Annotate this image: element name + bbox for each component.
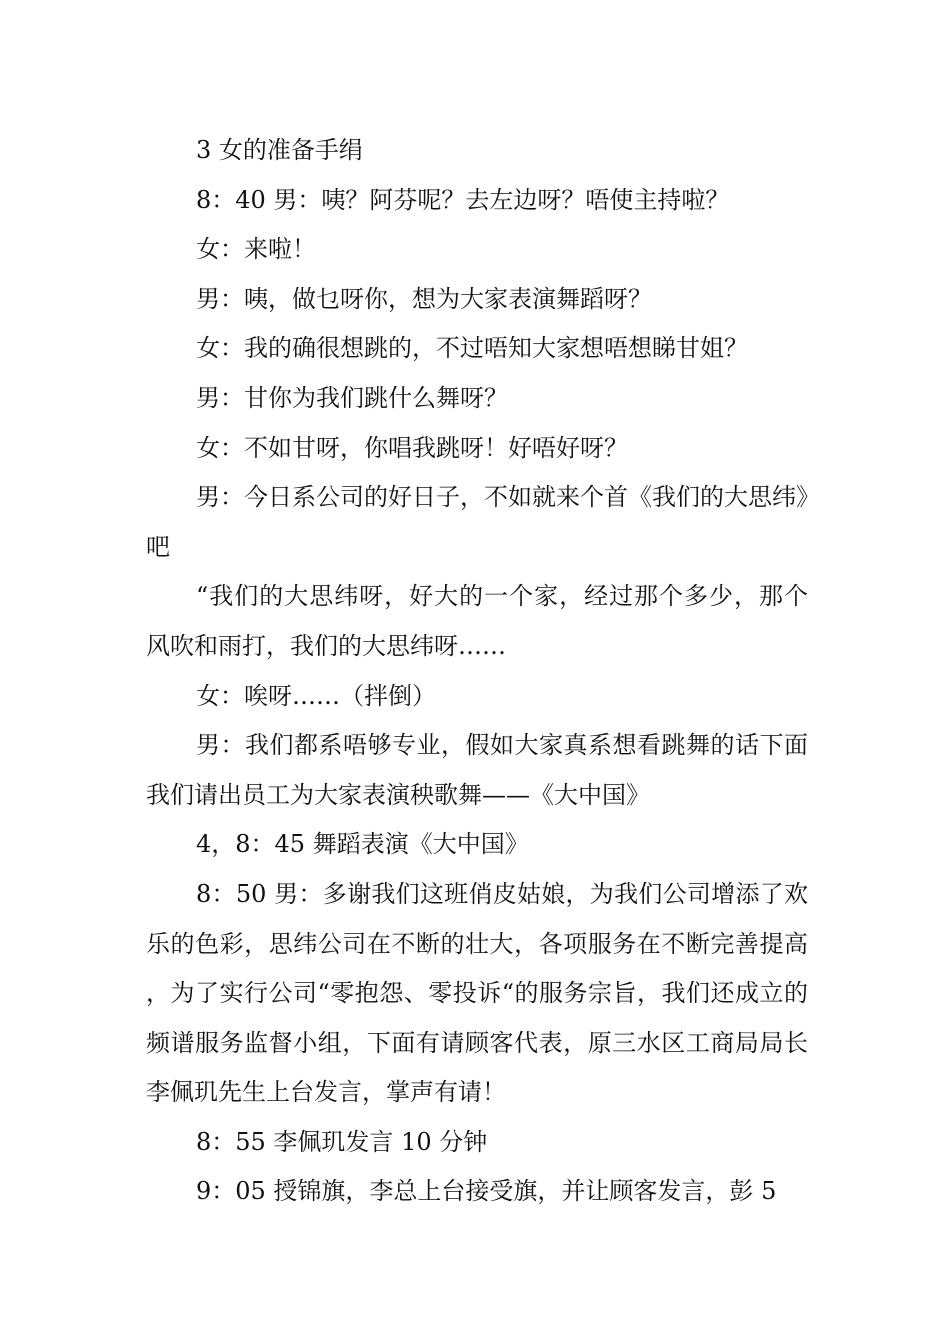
paragraph: 3 女的准备手绢 <box>196 136 363 164</box>
paragraph: 4，8：45 舞蹈表演《大中国》 <box>196 830 529 859</box>
document-body <box>146 126 808 1217</box>
paragraph: 8：40 男：咦？阿芬呢？去左边呀？唔使主持啦？ <box>196 185 730 214</box>
paragraph: 女：来啦！ <box>196 235 316 264</box>
paragraph: 女：我的确很想跳的，不过唔知大家想唔想睇甘姐？ <box>196 334 748 363</box>
paragraph: 8：55 李佩玑发言 10 分钟 <box>196 1127 488 1156</box>
paragraph: 女：不如甘呀，你唱我跳呀！好唔好呀？ <box>196 433 628 462</box>
paragraph: 9：05 授锦旗，李总上台接受旗，并让顾客发言，彭 5 <box>196 1177 777 1206</box>
paragraph: “我们的大思纬呀，好大的一个家，经过那个多少，那个风吹和雨打，我们的大思纬呀…… <box>146 582 808 660</box>
paragraph: 男：我们都系唔够专业，假如大家真系想看跳舞的话下面我们请出员工为大家表演秧歌舞——《大中国》 <box>146 731 808 809</box>
paragraph: 女：唉呀……（拌倒） <box>196 681 436 710</box>
paragraph: 男：咦，做乜呀你，想为大家表演舞蹈呀？ <box>196 284 652 313</box>
paragraph: 8：50 男：多谢我们这班俏皮姑娘，为我们公司增添了欢乐的色彩，思纬公司在不断的壮大，各项服务在不断完善提高，为了实行公司“零抱怨、零投诉“的服务宗旨，我们还成立的频谱服务监督小组，下面有请顾客代表，原三水区工商局局长李佩玑先生上台发言，掌声有请！ <box>146 879 808 1107</box>
paragraph: 男：今日系公司的好日子，不如就来个首《我们的大思纬》吧 <box>146 483 808 561</box>
paragraph: 男：甘你为我们跳什么舞呀？ <box>196 383 508 412</box>
